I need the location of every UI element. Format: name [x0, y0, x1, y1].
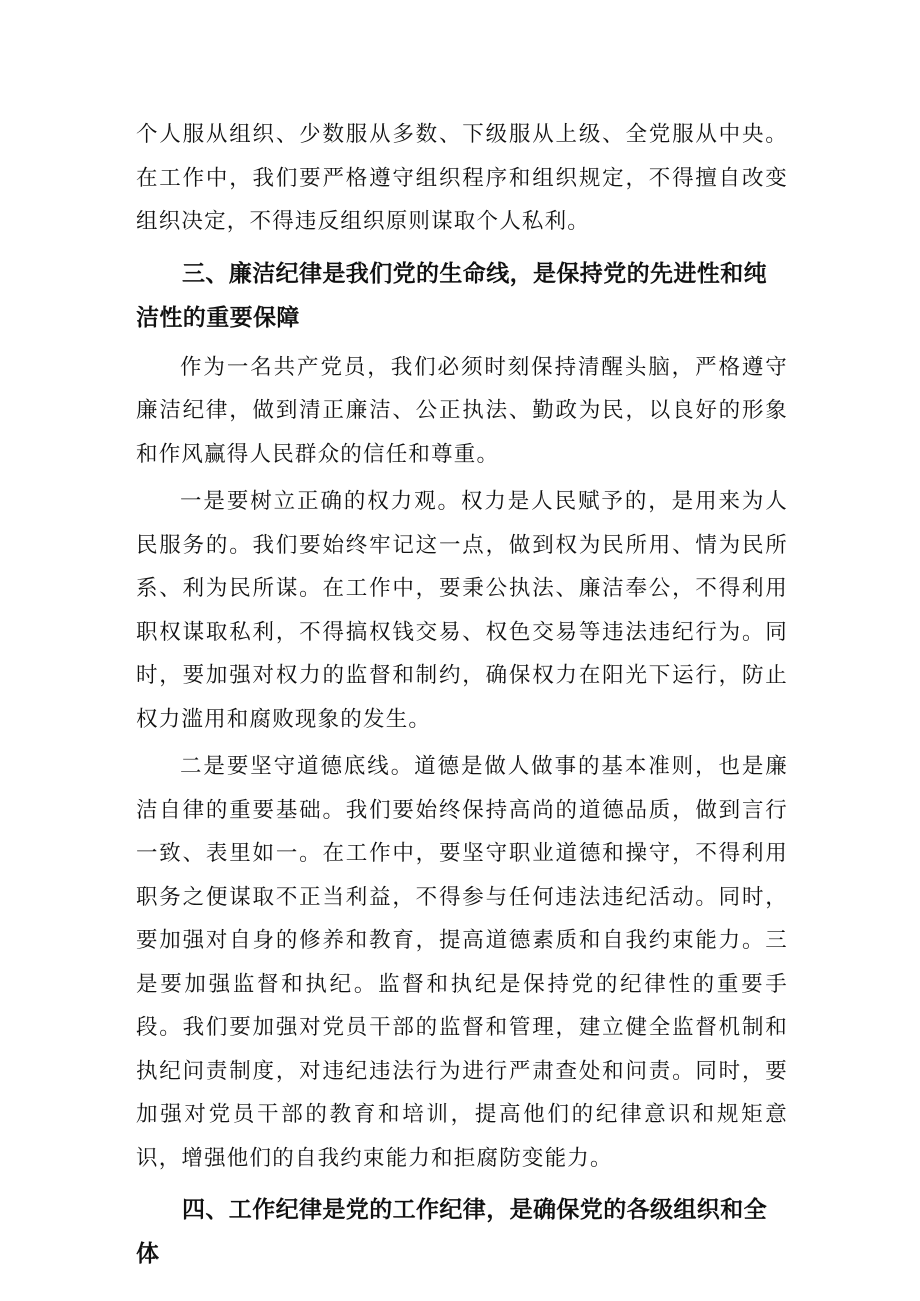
- document-body: [136, 113, 788, 1276]
- section-heading-3: 三、廉洁纪律是我们党的生命线，是保持党的先进性和纯洁性的重要保障: [136, 260, 767, 331]
- section-heading-4: 四、工作纪律是党的工作纪律，是确保党的各级组织和全体: [136, 1197, 767, 1267]
- paragraph-intro: 作为一名共产党员，我们必须时刻保持清醒头脑，严格遵守廉洁纪律，做到清正廉洁、公正执法、勤政为民，以良好的形象和作风赢得人民群众的信任和尊重。: [136, 354, 788, 467]
- paragraph-point-2: 二是要坚守道德底线。道德是做人做事的基本准则，也是廉洁自律的重要基础。我们要始终保持高尚的道德品质，做到言行一致、表里如一。在工作中，要坚守职业道德和操守，不得利用职务之便谋取不正当利益，不得参与任何违法违纪活动。同时，要加强对自身的修养和教育，提高道德素质和自我约束能力。三是要加强监督和执纪。监督和执纪是保持党的纪律性的重要手段。我们要加强对党员干部的监督和管理，建立健全监督机制和执纪问责制度，对违纪违法行为进行严肃查处和问责。同时，要加强对党员干部的教育和培训，提高他们的纪律意识和规矩意识，增强他们的自我约束能力和拒腐防变能力。: [136, 754, 788, 1171]
- paragraph-point-1: 一是要树立正确的权力观。权力是人民赋予的，是用来为人民服务的。我们要始终牢记这一点，做到权为民所用、情为民所系、利为民所谋。在工作中，要秉公执法、廉洁奉公，不得利用职权谋取私利，不得搞权钱交易、权色交易等违法违纪行为。同时，要加强对权力的监督和制约，确保权力在阳光下运行，防止权力滥用和腐败现象的发生。: [136, 489, 788, 732]
- paragraph-continued: 个人服从组织、少数服从多数、下级服从上级、全党服从中央。在工作中，我们要严格遵守组织程序和组织规定，不得擅自改变组织决定，不得违反组织原则谋取个人私利。: [136, 122, 788, 234]
